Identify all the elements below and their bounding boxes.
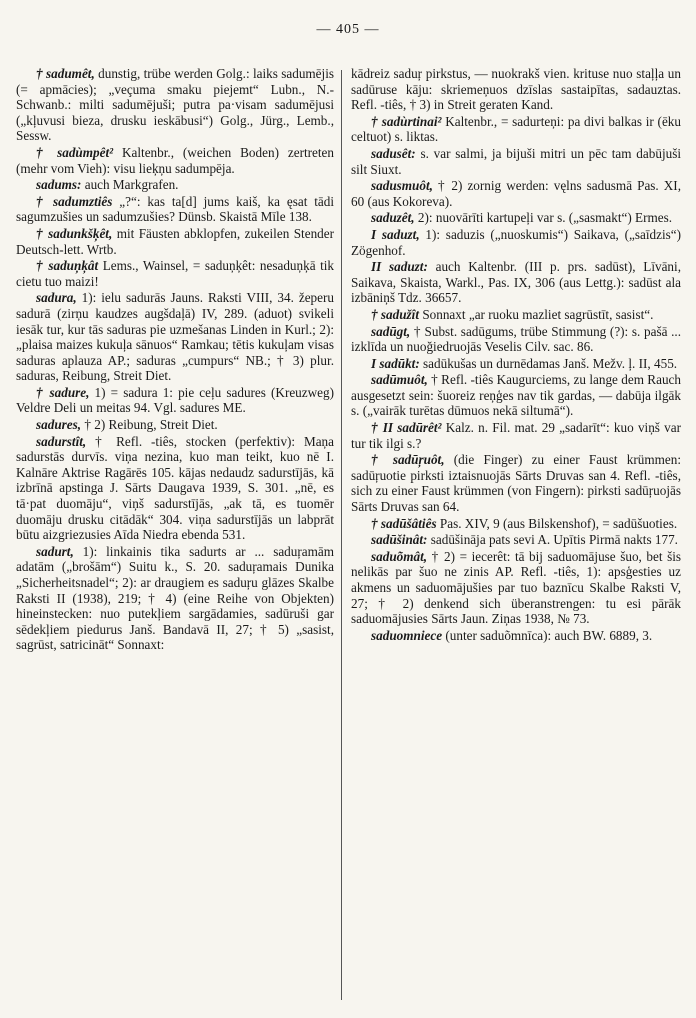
entry-text: 1): saduzis („nuoskumis“) Saikava, („saīdzis“) Zögenhof. bbox=[351, 226, 681, 258]
entry-headword: sadums: bbox=[36, 177, 82, 193]
left-column bbox=[16, 66, 334, 654]
dictionary-entry bbox=[16, 226, 334, 257]
entry-text: kādreiz saduŗ pirkstus, — nuokrakš vien. krituse nuo staļļa un sadūruse kāju: skriemeņuos dzīslas sastaipītas, sadauztas. Refl. -tiês, † 3) in Streit geraten Kand. bbox=[351, 66, 681, 113]
entry-text: Pas. XIV, 9 (aus Bilskenshof), = sadūšuoties. bbox=[436, 515, 678, 531]
entry-text: Kaltenbr., = sadurteņi: pa divi balkas ir (ēku celtuot) s. liktas. bbox=[351, 113, 681, 145]
entry-headword: I saduzt, bbox=[371, 226, 420, 242]
entry-text: 1) = sadura 1: pie ceļu sadures (Kreuzweg) Veldre Deli un meitas 94. Vgl. sadures ME. bbox=[16, 384, 334, 416]
page-number: — 405 — bbox=[316, 22, 380, 37]
dictionary-entry bbox=[351, 259, 681, 306]
entry-headword: † sadùrtinai² bbox=[371, 113, 442, 129]
entry-text: Lems., Wainsel, = saduņķêt: nesaduņķā tik cietu tuo maizi! bbox=[16, 258, 334, 289]
entry-text: † Refl. -tiês, stocken (perfektiv): Maņa sadurstās durvīs. viņa nezina, kuo man teikt, kuo nē I. Kalnāre Aktrise Ragārēs 105. kājas nedaudz sadurstījās, kā izbrīnā apstinga J. Sārts Daugava 1939, S. 301. „nē, es tā·pat duomāju“, viņš sadurstījās, „ak tā, es tuomēr duomāju drusku citādāk“ 304. viņa sadurstījās un labprāt būtu aizgriezusies Aīda Niedra ebenda 531. bbox=[16, 433, 334, 543]
entry-text: † Refl. -tiês Kaugurciems, zu lange dem Rauch ausgesetzt sein: šuoreiz reņģes nav tik gardas, — dabūja ilgāk s. („vairāk turētas dūmuos nekā siltumā“). bbox=[351, 372, 681, 419]
entry-text: † 2) = iecerêt: tā bij saduomājuse šuo, bet šis nelikās par šuo ne zinis AP. Refl. -tiês, 1): apsģesties uz akmens un saduomājušies par tuo baznīcu Skalbe Raksti V, 27; † 2) denkend sich überanstrengen: tu esi pārāk saduomājusies Sārts Jaun. Ziņas 1938, № 73. bbox=[351, 548, 681, 627]
entry-text: dunstig, trübe werden Golg.: laiks sadumējis (= apmācies); „veçuma smaku piejemt“ Lubn., N.-Schwanb.: milti sadumējuši; putra pa·visam sadumējusi („kļuvusi bieza, drusku ieskābusi“) Golg., Jürg., Lemb., Sessw. bbox=[16, 66, 334, 144]
entry-text: † 2) Reibung, Streit Diet. bbox=[81, 417, 218, 433]
entry-text: (die Finger) zu einer Faust krümmen: sadūŗuotie pirksti iztaisnuojās Sārts Druvas san 4. Refl. -tiês, sich zu einer Faust krümmen (von Fingern): pirksti sadūŗuojās Sārts Druvas san 64. bbox=[351, 452, 681, 515]
entry-text: 2): nuovārīti kartupeļi var s. („sasmakt“) Ermes. bbox=[414, 210, 673, 226]
dictionary-entry bbox=[351, 227, 681, 258]
dictionary-entry bbox=[351, 178, 681, 209]
entry-text: sadūšināja pats sevi A. Upītis Pirmā nakts 177. bbox=[427, 532, 678, 548]
entry-text: Kaltenbr., (weichen Boden) zertreten (mehr vom Vieh): visu lieķņu sadumpēja. bbox=[16, 144, 334, 176]
entry-headword: sadūmuôt, bbox=[371, 372, 428, 388]
dictionary-entry bbox=[351, 307, 681, 323]
entry-headword: † sadūšâtiês bbox=[371, 515, 437, 531]
entry-text: † Subst. sadūgums, trübe Stimmung (?): s. pašā ... izklīda un nuoğiedruojās Veselis Cilv. sac. 86. bbox=[351, 323, 681, 355]
dictionary-entry bbox=[351, 114, 681, 145]
dictionary-entry bbox=[351, 356, 681, 372]
entry-text: mit Fäusten abklopfen, zukeilen Stender Deutsch-lett. Wrtb. bbox=[16, 225, 335, 257]
entry-text: (unter saduõmnīca): auch BW. 6889, 3. bbox=[442, 627, 653, 643]
entry-headword: † sadumêt, bbox=[36, 66, 95, 81]
dictionary-entry bbox=[16, 417, 334, 433]
entry-headword: saduzêt, bbox=[371, 210, 415, 226]
entry-text: „?“: kas ta[d] jums kaiš, ka ęsat tādi sagumzušies un sadumzušies? Dünsb. Skaistā Mīle 138. bbox=[16, 193, 335, 225]
entry-headword: sadura, bbox=[36, 290, 77, 306]
entry-headword: † saduņķât bbox=[36, 258, 99, 274]
entry-text: sadūkušas un durnēdamas Janš. Mežv. ļ. II, 455. bbox=[419, 355, 678, 371]
entry-headword: saduomniece bbox=[371, 627, 443, 643]
entry-headword: † sadunkšķêt, bbox=[36, 225, 113, 241]
entry-headword: sadurt, bbox=[36, 543, 74, 559]
entry-headword: † sadūŗuôt, bbox=[371, 452, 445, 468]
dictionary-entry bbox=[351, 516, 681, 532]
entry-headword: † sadužît bbox=[371, 306, 420, 322]
dictionary-entry-continued bbox=[351, 66, 681, 113]
entry-headword: sadūgt, bbox=[371, 323, 411, 339]
dictionary-entry bbox=[351, 628, 681, 644]
dictionary-entry bbox=[16, 385, 334, 416]
dictionary-entry bbox=[16, 290, 334, 384]
entry-headword: sadures, bbox=[36, 417, 82, 433]
entry-headword: sadusmuôt, bbox=[371, 178, 433, 194]
entry-text: 1): linkainis tika sadurts ar ... saduŗamām adatām („brošām“) Suitu k., S. 20. saduŗamais Dunika „Sicherheitsnadel“; 2): ar draugiem es saduŗu glāzes Skalbe Raksti II (1938), 219; † 4) (eine Reihe von Objekten) hineinstecken: nuo putekļiem sargādamies, sadūruši gar sēdekļiem piedurus Janš. Bandavā II, 27; † 5) „sasist, sagrūst, satricināt“ Sonnaxt: bbox=[16, 543, 334, 653]
dictionary-entry bbox=[351, 146, 681, 177]
dictionary-entry bbox=[16, 258, 334, 289]
entry-headword: saduõmât, bbox=[371, 548, 428, 564]
entry-text: Kalz. n. Fil. mat. 29 „sadarīt“: kuo viņš var tur tik ilgi s.? bbox=[351, 420, 681, 451]
entry-text: auch Markgrafen. bbox=[81, 177, 179, 193]
entry-text: 1): ielu sadurās Jauns. Raksti VIII, 34. žeperu sadurā (zirņu kaudzes augšdaļā) IV, 289. (aduot) svikeli iesāk tur, kur tās saduras pie uzmešanas Linden in Kurl.; 2): „plaisa maizes kukuļa sānuos“ Ramkau; tētis kukuļam visas saduras aplauza AP.; saduras „cumpurs“ NB.; † 3) plur. saduras, Reibung, Streit Diet. bbox=[16, 290, 334, 384]
dictionary-entry bbox=[16, 66, 334, 144]
right-column bbox=[351, 66, 681, 644]
dictionary-entry bbox=[351, 372, 681, 419]
entry-headword: † II sadūrêt² bbox=[371, 420, 442, 436]
dictionary-entry bbox=[351, 532, 681, 548]
dictionary-entry bbox=[351, 452, 681, 514]
dictionary-entry bbox=[16, 544, 334, 653]
dictionary-entry bbox=[351, 324, 681, 355]
entry-headword: sadūšinât: bbox=[371, 532, 428, 548]
dictionary-entry bbox=[351, 420, 681, 451]
dictionary-entry bbox=[351, 210, 681, 226]
entry-text: s. var salmi, ja bijuši mitri un pēc tam dabūjuši silt Siuxt. bbox=[351, 145, 681, 177]
dictionary-entry bbox=[16, 194, 334, 225]
dictionary-entry bbox=[16, 145, 334, 176]
entry-text: † 2) zornig werden: vęlns sadusmā Pas. XI, 60 (aus Kokoreva). bbox=[351, 178, 681, 209]
dictionary-entry bbox=[351, 549, 681, 627]
entry-headword: † sadumztiês bbox=[36, 193, 113, 209]
entry-headword: II saduzt: bbox=[371, 259, 428, 275]
entry-text: auch Kaltenbr. (III p. prs. sadūst), Līvāni, Saikava, Skaista, Warkl., Pas. IX, 306 (aus Lettg.): sadūst ala izbāniņš Tdz. 36657. bbox=[351, 259, 681, 306]
entry-text: Sonnaxt „ar ruoku mazliet sagrūstīt, sasist“. bbox=[419, 306, 654, 322]
entry-headword: † sadure, bbox=[36, 384, 90, 400]
dictionary-entry bbox=[16, 434, 334, 543]
entry-headword: sadurstît, bbox=[36, 433, 87, 449]
entry-headword: sadusêt: bbox=[371, 145, 416, 161]
column-divider bbox=[341, 70, 342, 1000]
entry-headword: † sadùmpêt² bbox=[36, 144, 114, 160]
entry-headword: I sadūkt: bbox=[371, 355, 420, 371]
dictionary-entry bbox=[16, 177, 334, 193]
